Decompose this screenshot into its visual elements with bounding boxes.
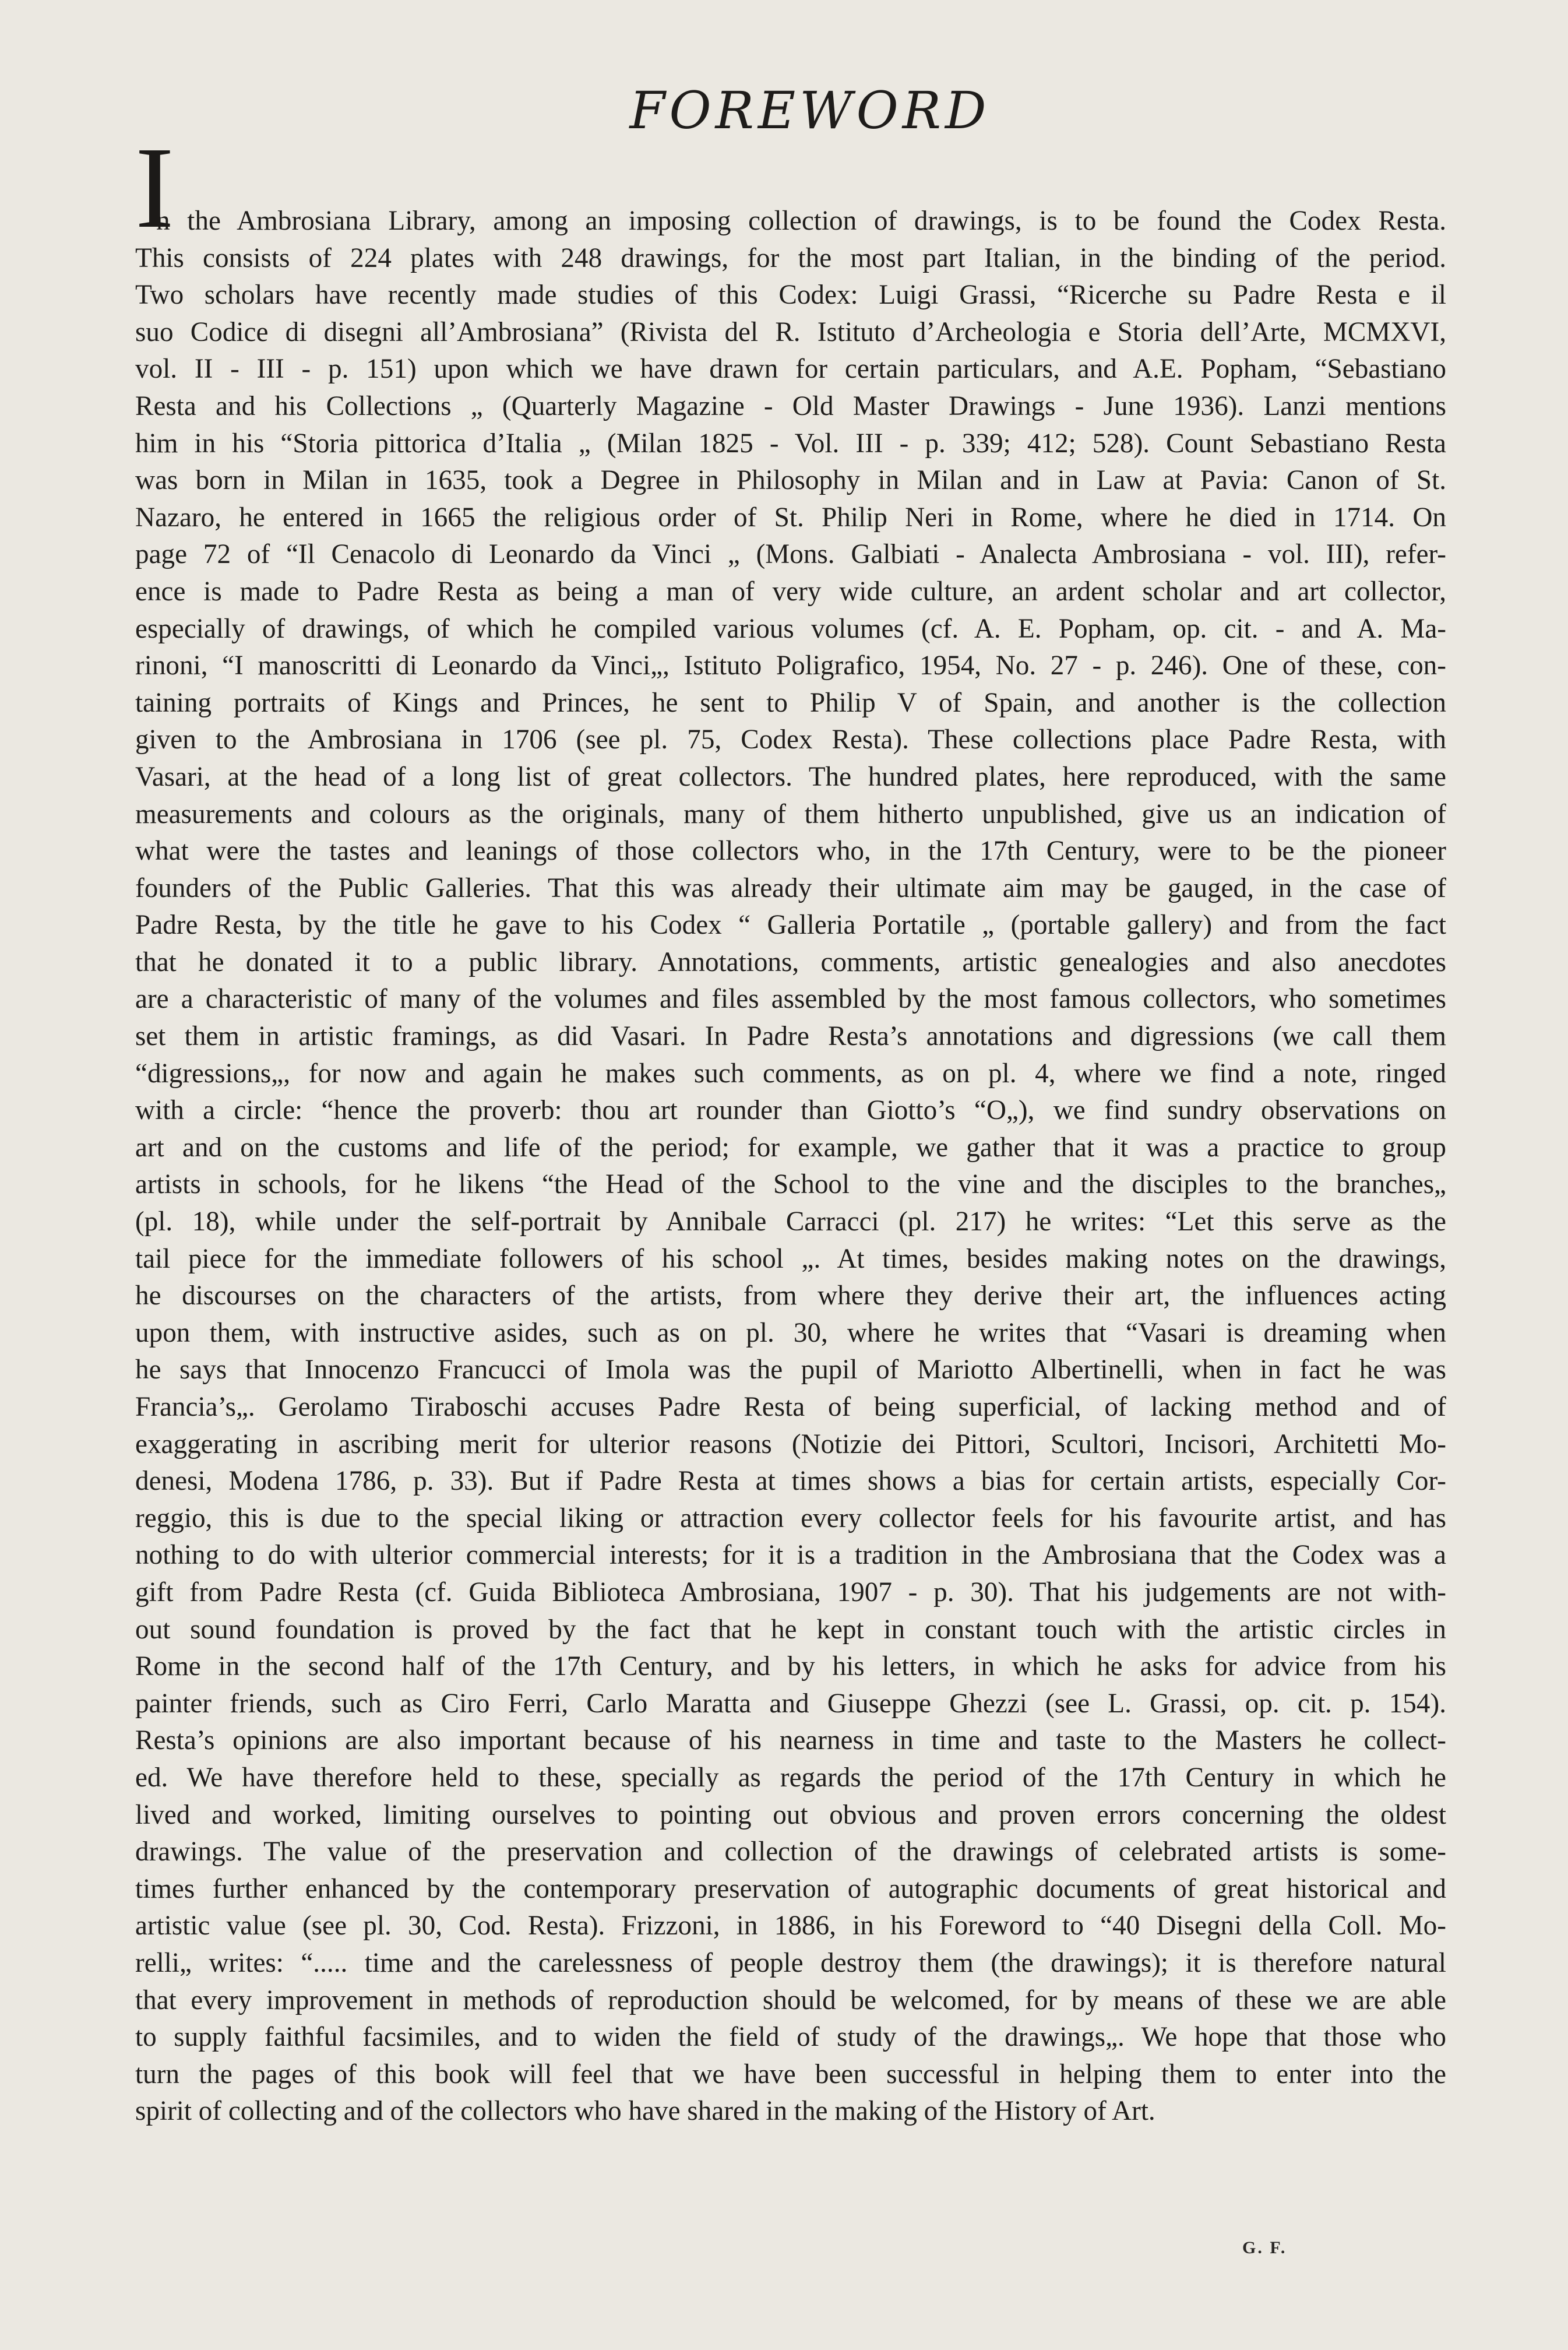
body-line: ed. We have therefore held to these, specially as regards the period of the 17th Century in which he (135, 1762, 1446, 1793)
body-line: that he donated it to a public library. Annotations, comments, artistic genealogies and also anecdotes (135, 947, 1446, 977)
body-line: exaggerating in ascribing merit for ulterior reasons (Notizie dei Pittori, Scultori, Incisori, Architetti Mo- (135, 1429, 1446, 1459)
body-line: reggio, this is due to the special liking or attraction every collector feels for his favourite artist, and has (135, 1503, 1446, 1533)
body-line: tail piece for the immediate followers of his school „. At times, besides making notes on the drawings, (135, 1243, 1446, 1274)
body-line: suo Codice di disegni all’Ambrosiana” (Rivista del R. Istituto d’Archeologia e Storia dell’Arte, MCMXVI, (135, 316, 1446, 347)
body-line: nothing to do with ulterior commercial interests; for it is a tradition in the Ambrosiana that the Codex was a (135, 1540, 1446, 1571)
author-initials: G. F. (1242, 2238, 1287, 2257)
body-line: especially of drawings, of which he compiled various volumes (cf. A. E. Popham, op. cit. - and A. Ma- (135, 613, 1446, 644)
body-line: with a circle: “hence the proverb: thou art rounder than Giotto’s “O„), we find sundry observations on (135, 1095, 1446, 1126)
body-line-text: n the Ambrosiana Library, among an imposing collection of drawings, is to be found the Codex Resta. (156, 206, 1446, 236)
body-line: art and on the customs and life of the period; for example, we gather that it was a practice to group (135, 1132, 1446, 1163)
body-line: him in his “Storia pittorica d’Italia „ (Milan 1825 - Vol. III - p. 339; 412; 528). Count Sebastiano Resta (135, 428, 1446, 459)
body-line: set them in artistic framings, as did Vasari. In Padre Resta’s annotations and digressions (we call them (135, 1021, 1446, 1052)
body-line: ence is made to Padre Resta as being a man of very wide culture, an ardent scholar and art collector, (135, 576, 1446, 607)
body-line: (pl. 18), while under the self-portrait by Annibale Carracci (pl. 217) he writes: “Let this serve as the (135, 1206, 1446, 1237)
body-line: Vasari, at the head of a long list of great collectors. The hundred plates, here reproduced, with the same (135, 761, 1446, 792)
body-line: he discourses on the characters of the artists, from where they derive their art, the influences acting (135, 1280, 1446, 1311)
body-line: what were the tastes and leanings of those collectors who, in the 17th Century, were to be the pioneer (135, 836, 1446, 867)
body-line: denesi, Modena 1786, p. 33). But if Padre Resta at times shows a bias for certain artists, especially Cor- (135, 1466, 1446, 1497)
body-line: Francia’s„. Gerolamo Tiraboschi accuses Padre Resta of being superficial, of lacking method and of (135, 1392, 1446, 1422)
body-line: times further enhanced by the contemporary preservation of autographic documents of great historical and (135, 1873, 1446, 1904)
body-line-last: spirit of collecting and of the collectors who have shared in the making of the History of Art. (135, 2096, 1155, 2127)
body-line: drawings. The value of the preservation and collection of the drawings of celebrated artists is some- (135, 1837, 1446, 1867)
body-line-1 (135, 124, 1446, 252)
body-line: gift from Padre Resta (cf. Guida Biblioteca Ambrosiana, 1907 - p. 30). That his judgements are not with- (135, 1577, 1446, 1607)
drop-cap: I (135, 124, 174, 252)
body-line: rinoni, “I manoscritti di Leonardo da Vinci„, Istituto Poligrafico, 1954, No. 27 - p. 246). One of these, con- (135, 650, 1446, 681)
page-title: FOREWORD (629, 80, 991, 140)
body-line: Two scholars have recently made studies of this Codex: Luigi Grassi, “Ricerche su Padre Resta e il (135, 280, 1446, 311)
body-line: out sound foundation is proved by the fact that he kept in constant touch with the artistic circles in (135, 1614, 1446, 1645)
body-line: lived and worked, limiting ourselves to pointing out obvious and proven errors concerning the oldest (135, 1799, 1446, 1830)
body-line: Padre Resta, by the title he gave to his Codex “ Galleria Portatile „ (portable gallery) and from the fact (135, 910, 1446, 941)
body-line: Rome in the second half of the 17th Century, and by his letters, in which he asks for advice from his (135, 1651, 1446, 1682)
body-line: This consists of 224 plates with 248 drawings, for the most part Italian, in the binding of the period. (135, 242, 1446, 273)
foreword-body (135, 124, 1446, 2130)
body-line: to supply faithful facsimiles, and to widen the field of study of the drawings„. We hope that those who (135, 2022, 1446, 2053)
body-line: page 72 of “Il Cenacolo di Leonardo da Vinci „ (Mons. Galbiati - Analecta Ambrosiana - vol. III), refer- (135, 539, 1446, 570)
body-line: Resta’s opinions are also important because of his nearness in time and taste to the Masters he collect- (135, 1725, 1446, 1756)
body-line: that every improvement in methods of reproduction should be welcomed, for by means of these we are able (135, 1985, 1446, 2015)
body-line: given to the Ambrosiana in 1706 (see pl. 75, Codex Resta). These collections place Padre Resta, with (135, 724, 1446, 755)
body-line: relli„ writes: “..... time and the carelessness of people destroy them (the drawings); it is therefore natural (135, 1947, 1446, 1978)
body-line: taining portraits of Kings and Princes, he sent to Philip V of Spain, and another is the collection (135, 687, 1446, 718)
body-line: artists in schools, for he likens “the Head of the School to the vine and the disciples to the branches„ (135, 1169, 1446, 1200)
body-line: turn the pages of this book will feel that we have been successful in helping them to enter into the (135, 2059, 1446, 2089)
body-line: was born in Milan in 1635, took a Degree in Philosophy in Milan and in Law at Pavia: Canon of St. (135, 465, 1446, 496)
body-line: founders of the Public Galleries. That this was already their ultimate aim may be gauged, in the case of (135, 873, 1446, 903)
body-line: measurements and colours as the originals, many of them hitherto unpublished, give us an indication of (135, 798, 1446, 829)
body-line: he says that Innocenzo Francucci of Imola was the pupil of Mariotto Albertinelli, when in fact he was (135, 1355, 1446, 1385)
body-line: Resta and his Collections „ (Quarterly Magazine - Old Master Drawings - June 1936). Lanzi mentions (135, 391, 1446, 421)
body-line: “digressions„, for now and again he makes such comments, as on pl. 4, where we find a note, ringed (135, 1058, 1446, 1089)
body-line: upon them, with instructive asides, such as on pl. 30, where he writes that “Vasari is dreaming when (135, 1317, 1446, 1348)
body-line: vol. II - III - p. 151) upon which we have drawn for certain particulars, and A.E. Popham, “Sebastiano (135, 354, 1446, 385)
body-line: Nazaro, he entered in 1665 the religious order of St. Philip Neri in Rome, where he died in 1714. On (135, 502, 1446, 533)
body-line: artistic value (see pl. 30, Cod. Resta). Frizzoni, in 1886, in his Foreword to “40 Disegni della Coll. Mo- (135, 1911, 1446, 1941)
body-line: painter friends, such as Ciro Ferri, Carlo Maratta and Giuseppe Ghezzi (see L. Grassi, op. cit. p. 154). (135, 1688, 1446, 1719)
body-line: are a characteristic of many of the volumes and files assembled by the most famous collectors, who sometimes (135, 984, 1446, 1015)
